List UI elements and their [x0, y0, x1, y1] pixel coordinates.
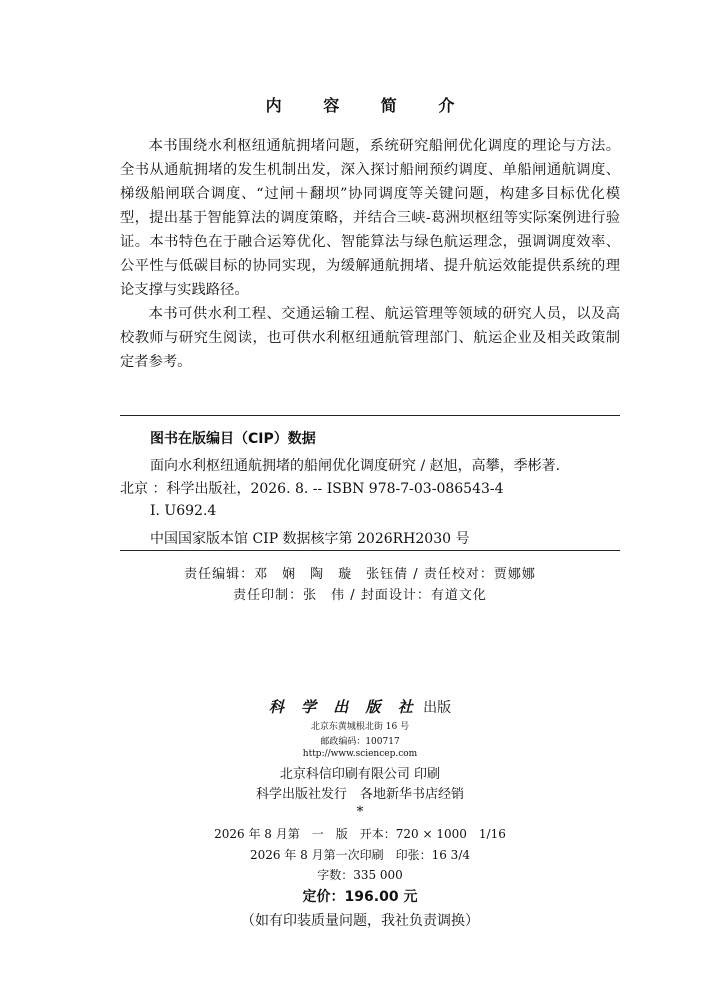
printer-line: 北京科信印刷有限公司 印刷	[279, 767, 441, 782]
cip-classification: Ⅰ. U692.4	[150, 503, 217, 519]
edition-line: 2026 年 8 月第 一 版 开本：720 × 1000 1/16	[214, 827, 506, 841]
publisher-logo: 科 学 出 版 社	[268, 698, 419, 716]
page-title: 内 容 简 介	[265, 96, 473, 115]
impression-line: 2026 年 8 月第一次印刷 印张：16 3/4	[249, 848, 470, 862]
publisher-suffix: 出版	[423, 700, 452, 716]
summary-paragraph-1: 本书围绕水利枢纽通航拥堵问题，系统研究船闸优化调度的理论与方法。全书从通航拥堵的发生机制出发，深入探讨船闸预约调度、单船闸通航调度、梯级船闸联合调度、“过闸＋翻坝”协同调度等关键问题，构建多目标优化模型，提出基于智能算法的调度策略，并结合三峡-葛洲坝枢纽等实际案例进行验证。本书特色在于融合运筹优化、智能算法与绿色航运理念，强调调度效率、公平性与低碳目标的协同实现，为缓解通航拥堵、提升航运效能提供系统的理论支撑与实践路径。	[120, 138, 620, 298]
cip-record-number: 中国国家版本馆 CIP 数据核字第 2026RH2030 号	[150, 531, 470, 547]
price-line: 定价：196.00 元	[302, 889, 418, 905]
cip-top-rule	[120, 415, 620, 416]
cip-bottom-rule	[120, 550, 620, 551]
editor-credits: 责任编辑：邓 娴 陶 璇 张钰倩 / 责任校对：贾娜娜	[184, 567, 536, 582]
publisher-line	[0, 696, 720, 717]
cip-heading: 图书在版编目（CIP）数据	[150, 431, 316, 447]
content-summary	[120, 134, 620, 374]
quality-notice: （如有印装质量问题，我社负责调换）	[241, 913, 479, 929]
publisher-address: 北京东黄城根北街 16 号	[310, 722, 410, 732]
wordcount-line: 字数：335 000	[317, 868, 403, 882]
production-credits: 责任印制：张 伟 / 封面设计：有道文化	[233, 588, 487, 603]
summary-paragraph-2: 本书可供水利工程、交通运输工程、航运管理等领域的研究人员，以及高校教师与研究生阅读，也可供水利枢纽通航管理部门、航运企业及相关政策制定者参考。	[120, 306, 620, 370]
publisher-website: http://www.sciencep.com	[302, 749, 418, 759]
publisher-postcode: 邮政编码：100717	[320, 737, 400, 747]
separator-star: *	[356, 804, 364, 820]
cip-publisher-line: 北京 ：科学出版社，2026. 8. -- ISBN 978-7-03-086543-4	[120, 481, 504, 497]
cip-title-line: 面向水利枢纽通航拥堵的船闸优化调度研究 / 赵旭，高攀，季彬著.	[150, 458, 561, 474]
distribution-line: 科学出版社发行 各地新华书店经销	[255, 787, 464, 802]
